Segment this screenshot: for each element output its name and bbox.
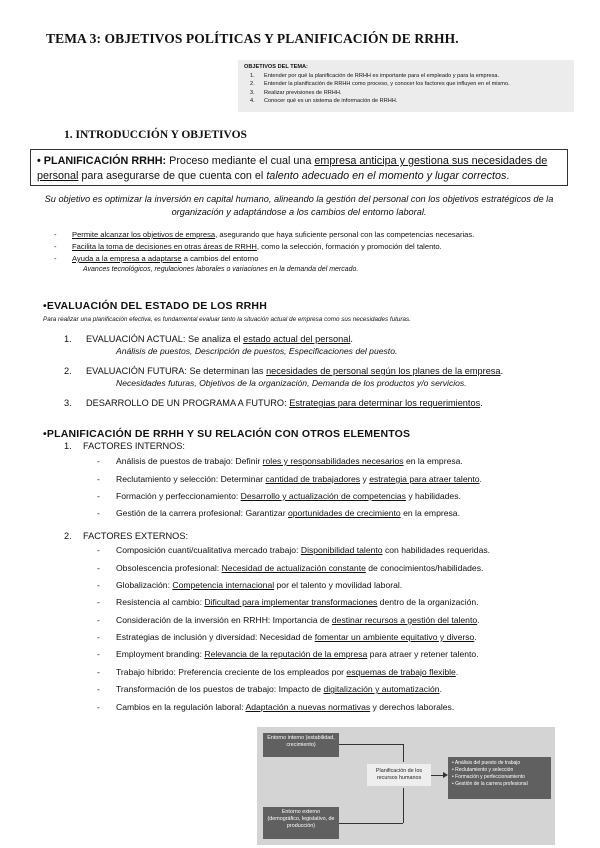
diagram-list-item: • Formación y perfeccionamiento xyxy=(452,774,525,780)
list-item: - Facilita la toma de decisiones en otras áreas de RRHH, como la selección, formación y promoción del talento. xyxy=(54,242,442,251)
external-factor-item: - Composición cuanti/cualitativa mercado trabajo: Disponibilidad talento con habilidades requeridas. xyxy=(97,545,491,555)
evaluation-note: Para realizar una planificación efectiva, es fundamental evaluar tanto la situación actual de empresa como sus necesidades futuras. xyxy=(43,316,411,323)
evaluation-subnote: Análisis de puestos, Descripción de puestos, Especificaciones del puesto. xyxy=(116,346,398,356)
external-factor-item: - Trabajo híbrido: Preferencia creciente de los empleados por esquemas de trabajo flexible. xyxy=(97,667,459,677)
external-factor-item: - Globalización: Competencia internacional por el talento y movilidad laboral. xyxy=(97,580,403,590)
diagram-list xyxy=(448,757,551,799)
section-heading-intro: 1. INTRODUCCIÓN Y OBJETIVOS xyxy=(64,129,247,141)
external-factor-item: - Employment branding: Relevancia de la reputación de la empresa para atraer y retener talento. xyxy=(97,649,479,659)
evaluation-item: 1. EVALUACIÓN ACTUAL: Se analiza el estado actual del personal. xyxy=(64,334,353,344)
internal-factor-item: - Gestión de la carrera profesional: Garantizar oportunidades de crecimiento en la empresa. xyxy=(97,508,460,518)
diagram-list-item: • Análisis del puesto de trabajo xyxy=(452,760,521,766)
diagram-external-box: Entorno externo (demográfico, legislativo, de producción) xyxy=(263,807,339,839)
external-factor-item: - Resistencia al cambio: Dificultad para implementar transformaciones dentro de la organización. xyxy=(97,597,479,607)
internal-factor-item: - Análisis de puestos de trabajo: Definir roles y responsabilidades necesarios en la empresa. xyxy=(97,456,463,466)
external-factor-item: - Consideración de la inversión en RRHH: Importancia de destinar recursos a gestión del talento. xyxy=(97,615,480,625)
diagram-connector xyxy=(339,744,403,745)
external-factor-item: - Cambios en la regulación laboral: Adaptación a nuevas normativas y derechos laborales. xyxy=(97,702,455,712)
evaluation-item: 2. EVALUACIÓN FUTURA: Se determinan las necesidades de personal según los planes de la empresa. xyxy=(64,366,504,376)
diagram-connector xyxy=(403,744,404,762)
diagram-list-item: • Reclutamiento y selección xyxy=(452,767,514,773)
objectives-box xyxy=(238,60,574,112)
list-item: - Permite alcanzar los objetivos de empresa, asegurando que haya suficiente personal con las competencias necesarias. xyxy=(54,230,475,239)
diagram-connector xyxy=(403,788,404,823)
section-heading-planning: •PLANIFICACIÓN DE RRHH Y SU RELACIÓN CON OTROS ELEMENTOS xyxy=(43,428,411,440)
planning-diagram xyxy=(257,727,555,845)
internal-factors-heading: 1. FACTORES INTERNOS: xyxy=(64,441,185,451)
evaluation-subnote: Necesidades futuras, Objetivos de la organización, Demanda de los productos y/o servicios. xyxy=(116,378,467,388)
diagram-list-item: • Gestión de la carrera profesional xyxy=(452,781,528,787)
section-heading-evaluation: •EVALUACIÓN DEL ESTADO DE LOS RRHH xyxy=(43,300,267,312)
definition-italic: talento adecuado en el momento y lugar correctos xyxy=(266,170,507,182)
external-factor-item: - Obsolescencia profesional: Necesidad de actualización constante de conocimientos/habilidades. xyxy=(97,563,484,573)
definition-term: PLANIFICACIÓN RRHH: xyxy=(43,155,167,167)
definition-underline: empresa anticipa y gestiona sus necesidades de personal xyxy=(37,155,548,182)
diagram-connector xyxy=(431,775,443,776)
internal-factor-item: - Formación y perfeccionamiento: Desarrollo y actualización de competencias y habilidades. xyxy=(97,491,461,501)
objectives-heading: OBJETIVOS DEL TEMA: xyxy=(244,64,308,70)
definition-bullet: • xyxy=(37,155,41,167)
objective-item: 1. Entender por qué la planificación de RRHH es importante para el empleado y para la empresa. xyxy=(250,72,500,79)
objective-item: 2. Entender la planificación de RRHH como proceso, y conocer los factores que influyen en el mismo. xyxy=(250,81,510,88)
evaluation-item: 3. DESARROLLO DE UN PROGRAMA A FUTURO: Estrategias para determinar los requerimientos. xyxy=(64,398,483,408)
objective-paragraph: Su objetivo es optimizar la inversión en capital humano, alineando la gestión del personal con los objetivos estratégicos de la organización y adaptándose a los cambios del entorno laboral. xyxy=(44,194,554,217)
external-factors-heading: 2. FACTORES EXTERNOS: xyxy=(64,531,188,541)
objective-item: 3. Realizar previsiones de RRHH. xyxy=(250,89,342,96)
diagram-connector xyxy=(339,823,403,824)
list-subnote: Avances tecnológicos, regulaciones laborales o variaciones en la demanda del mercado. xyxy=(83,266,359,273)
list-item: - Ayuda a la empresa a adaptarse a cambios del entorno xyxy=(54,254,259,263)
external-factor-item: - Estrategias de inclusión y diversidad: Necesidad de fomentar un ambiente equitativo y diverso. xyxy=(97,632,477,642)
diagram-center-box: Planificación de los recursos humanos xyxy=(367,764,431,786)
diagram-internal-box: Entorno interno (estabilidad, crecimiento) xyxy=(263,733,339,757)
internal-factor-item: - Reclutamiento y selección: Determinar cantidad de trabajadores y estrategia para atraer talento. xyxy=(97,474,482,484)
objective-item: 4. Conocer qué es un sistema de información de RRHH. xyxy=(250,98,398,105)
definition-box: • PLANIFICACIÓN RRHH: Proceso mediante el cual una empresa anticipa y gestiona sus necesidades de personal para asegurarse de que cuenta con el talento adecuado en el momento y lugar correctos. xyxy=(30,149,568,186)
external-factor-item: - Transformación de los puestos de trabajo: Impacto de digitalización y automatización. xyxy=(97,684,442,694)
page-title: TEMA 3: OBJETIVOS POLÍTICAS Y PLANIFICACIÓN DE RRHH. xyxy=(46,31,459,46)
